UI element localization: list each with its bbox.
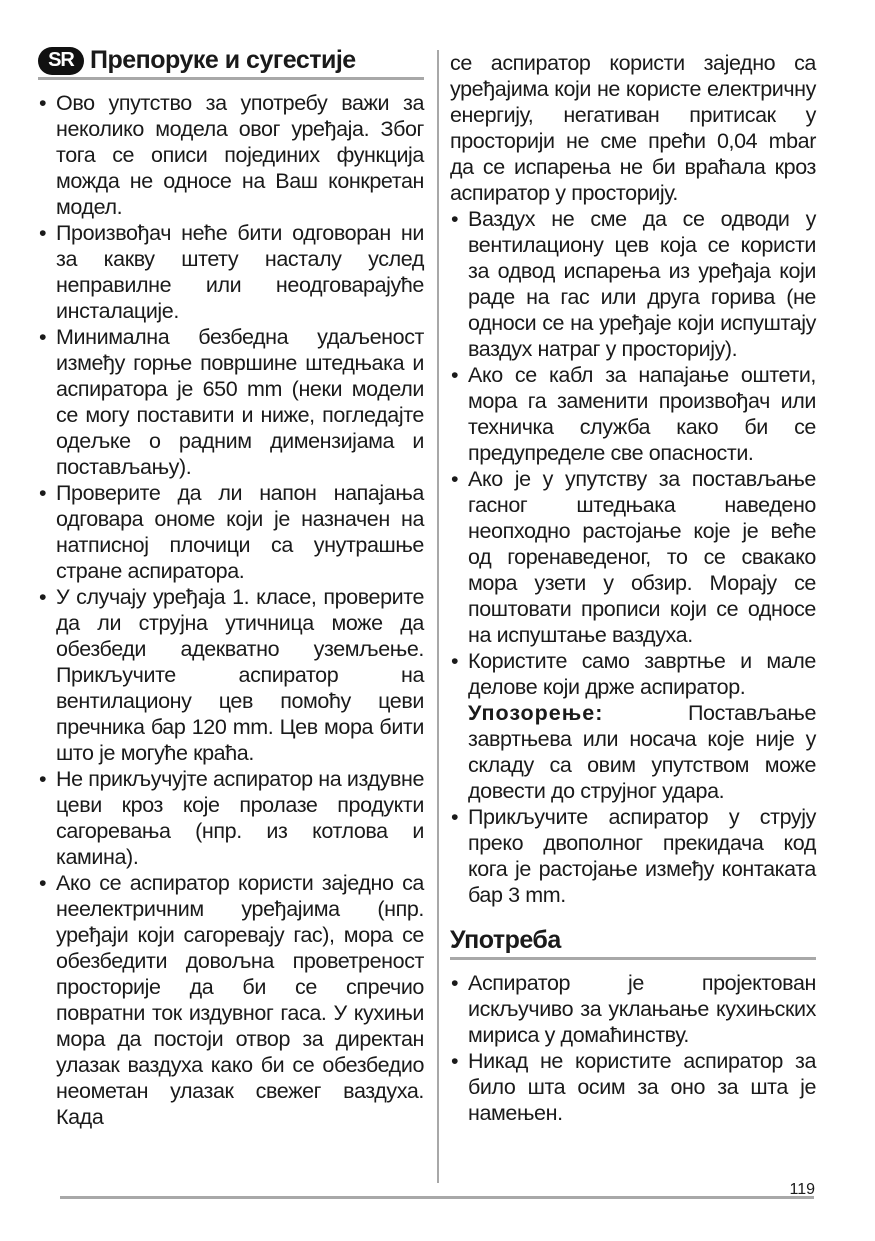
list-item: • Никад не користите аспиратор за било шта осим за оно за шта је намењен.: [450, 1048, 816, 1126]
right-column: [450, 50, 816, 1126]
list-item: • Аспиратор је пројектован искључиво за уклањање кухињских мириса у домаћинству.: [450, 970, 816, 1048]
section-heading-recommendations: [38, 46, 424, 80]
footer-rule: [60, 1196, 814, 1199]
list-item: • Прикључите аспиратор у струју преко двополног прекидача код кога је растојање између контаката бар 3 mm.: [450, 804, 816, 908]
recommendations-list: [38, 90, 424, 1130]
list-item: • Произвођач неће бити одговоран ни за какву штету насталу услед неправилне или неодговарајуће инсталације.: [38, 220, 424, 324]
recommendations-list-continued: [450, 50, 816, 908]
warning-text: Постављање завртњева или носача које није у складу са овим упутством може довести до струјног удара.: [468, 701, 816, 803]
section-title: Препоруке и сугестије: [90, 46, 356, 74]
page-number: 119: [789, 1181, 815, 1198]
list-item: • У случају уређаја 1. класе, проверите да ли струјна утичница може да обезбеди адекватно уземљење. Прикључите аспиратор на вентилациону цев помоћу цеви пречника бар 120 mm. Цев мора бити што је могуће краћа.: [38, 584, 424, 766]
column-divider: [437, 50, 439, 1183]
section-title-usage: Употреба: [450, 926, 561, 954]
list-item: • Проверите да ли напон напајања одговара ономе који је назначен на натписној плочици са унутрашње стране аспиратора.: [38, 480, 424, 584]
list-item: • Ако се аспиратор користи заједно са неелектричним уређајима (нпр. уређаји који сагоревају гас), мора се обезбедити довољна проветреност просторије да би се спречио повратни ток издувног гаса. У кухињи мора да постоји отвор за директан улазак ваздуха како би се обезбедио неометан улазак свежег ваздуха. Када: [38, 870, 424, 1130]
list-item-continuation: се аспиратор користи заједно са уређајима који не користе електричну енергију, негативан притисак у просторији не сме прећи 0,04 mbar да се испарења не би враћала кроз аспиратор у просторију.: [450, 51, 816, 205]
left-column: [38, 46, 424, 1130]
section-heading-usage: [450, 926, 816, 960]
usage-list: [450, 970, 816, 1126]
list-item: • Ово упутство за употребу важи за неколико модела овог уређаја. Због тога се описи појединих функција можда не односе на Ваш конкретан модел.: [38, 90, 424, 220]
list-item: • Ваздух не сме да се одводи у вентилациону цев која се користи за одвод испарења из уређаја који раде на гас или друга горива (не односи се на уређаје који испуштају ваздух натраг у просторију).: [450, 206, 816, 362]
list-item: • Ако се кабл за напајање оштети, мора га заменити произвођач или техничка служба како би се предупределе све опасности.: [450, 362, 816, 466]
warning-label: Упозорење:: [468, 701, 604, 725]
language-badge: SR: [38, 47, 84, 75]
screws-text: Користите само завртње и мале делове који држе аспиратор.: [468, 649, 816, 699]
list-item-screws: [450, 648, 816, 804]
list-item: • Минимална безбедна удаљеност између горње површине штедњака и аспиратора је 650 mm (неки модели се могу поставити и ниже, погледајте одељке о радним димензијама и постављању).: [38, 324, 424, 480]
list-item: • Ако је у упутству за постављање гасног штедњака наведено неопходно растојање које је веће од горенаведеног, то се свакако мора узети у обзир. Морају се поштовати прописи који се односе на испуштање ваздуха.: [450, 466, 816, 648]
list-item: • Не прикључујте аспиратор на издувне цеви кроз које пролазе продукти сагоревања (нпр. из котлова и камина).: [38, 766, 424, 870]
